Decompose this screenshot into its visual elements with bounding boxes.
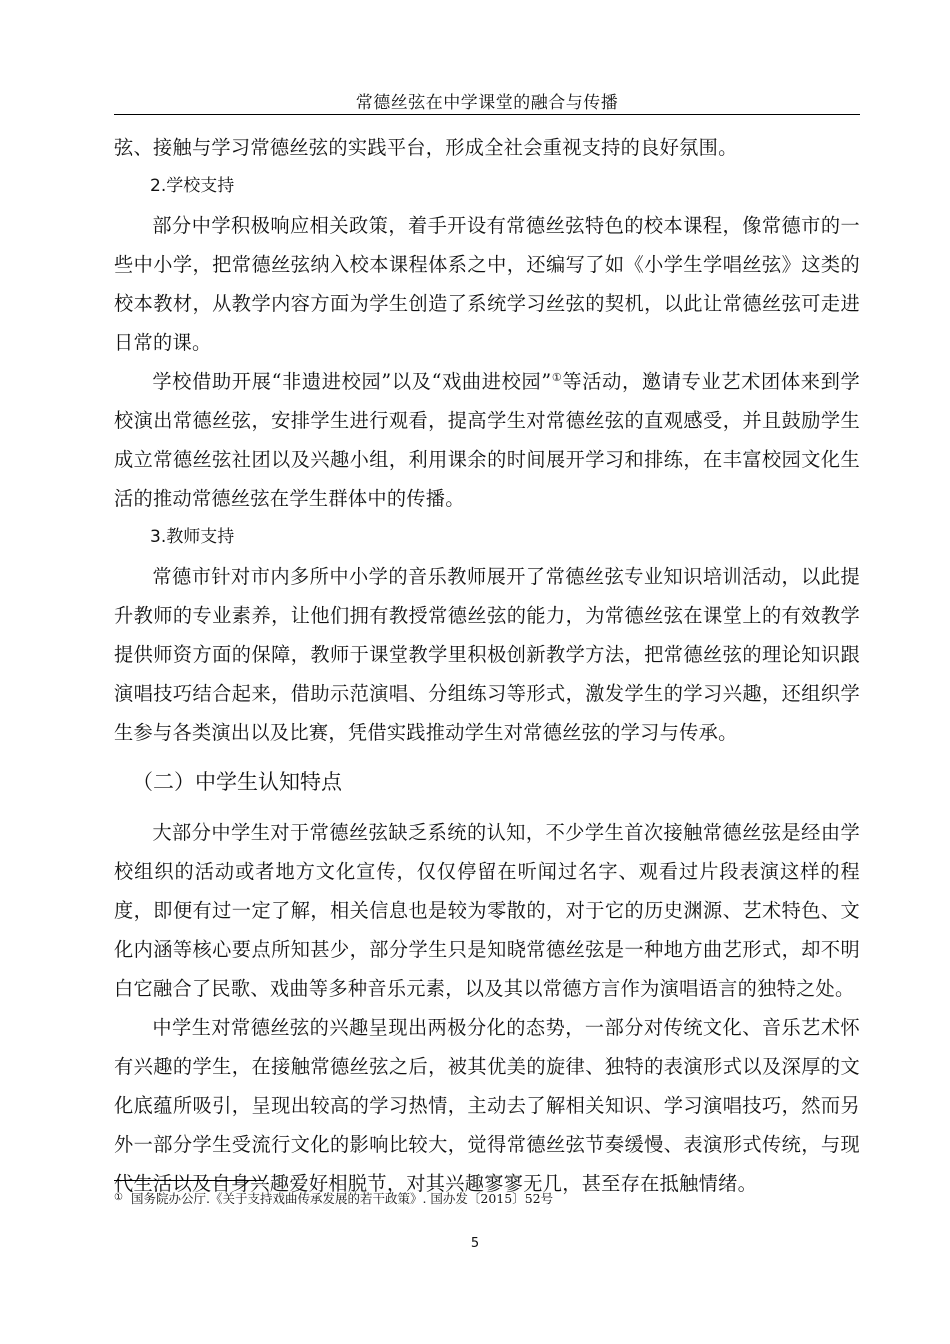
paragraph-teacher: 常德市针对市内多所中小学的音乐教师展开了常德丝弦专业知识培训活动，以此提升教师的专业素养，让他们拥有教授常德丝弦的能力，为常德丝弦在课堂上的有效教学提供师资方面的保障，教师于课堂教学里积极创新教学方法，把常德丝弦的理论知识跟演唱技巧结合起来，借助示范演唱、分组练习等形式，激发学生的学习兴趣，还组织学生参与各类演出以及比赛，凭借实践推动学生对常德丝弦的学习与传承。: [114, 565, 860, 744]
paragraph-school-2-part-b: 等活动，邀请专业艺术团体来到学校演出常德丝弦，安排学生进行观看，提高学生对常德丝弦的直观感受，并且鼓励学生成立常德丝弦社团以及兴趣小组，利用课余的时间展开学习和排练，在丰富校园文化生活的推动常德丝弦在学生群体中的传播。: [114, 370, 860, 510]
footnote-reference[interactable]: ①: [551, 371, 563, 384]
page-number: 5: [470, 1236, 480, 1251]
paragraph-intro-continued: 弦、接触与学习常德丝弦的实践平台，形成全社会重视支持的良好氛围。: [114, 136, 738, 159]
paragraph-cognition-2: 中学生对常德丝弦的兴趣呈现出两极分化的态势，一部分对传统文化、音乐艺术怀有兴趣的学生，在接触常德丝弦之后，被其优美的旋律、独特的表演形式以及深厚的文化底蕴所吸引，呈现出较高的学习热情，主动去了解相关知识、学习演唱技巧，然而另外一部分学生受流行文化的影响比较大，觉得常德丝弦节奏缓慢、表演形式传统，与现代生活以及自身兴趣爱好相脱节，对其兴趣寥寥无几，甚至存在抵触情绪。: [114, 1016, 860, 1195]
heading-teacher-support: 3.教师支持: [150, 527, 235, 547]
paragraph-school-1: 部分中学积极响应相关政策，着手开设有常德丝弦特色的校本课程，像常德市的一些中小学，把常德丝弦纳入校本课程体系之中，还编写了如《小学生学唱丝弦》这类的校本教材，从教学内容方面为学生创造了系统学习丝弦的契机，以此让常德丝弦可走进日常的课。: [114, 214, 860, 354]
page-body: [114, 128, 860, 1203]
header-divider: [114, 114, 860, 115]
paragraph-cognition-1: 大部分中学生对于常德丝弦缺乏系统的认知，不少学生首次接触常德丝弦是经由学校组织的活动或者地方文化宣传，仅仅停留在听闻过名字、观看过片段表演这样的程度，即便有过一定了解，相关信息也是较为零散的，对于它的历史渊源、艺术特色、文化内涵等核心要点所知甚少，部分学生只是知晓常德丝弦是一种地方曲艺形式，却不明白它融合了民歌、戏曲等多种音乐元素，以及其以常德方言作为演唱语言的独特之处。: [114, 821, 860, 1000]
footnote-mark: ①: [114, 1192, 123, 1203]
footnote: [114, 1189, 860, 1208]
footnote-divider: [114, 1180, 264, 1181]
footnote-text: 国务院办公厅.《关于支持戏曲传承发展的若干政策》. 国办发〔2015〕52号: [130, 1191, 554, 1206]
running-header-title: 常德丝弦在中学课堂的融合与传播: [355, 93, 619, 113]
paragraph-school-2-part-a: 学校借助开展“非遗进校园”以及“戏曲进校园”: [152, 370, 552, 393]
paragraph-school-2: [114, 362, 860, 518]
heading-school-support: 2.学校支持: [150, 176, 235, 196]
section-heading-student-cognition: （二）中学生认知特点: [132, 770, 342, 794]
